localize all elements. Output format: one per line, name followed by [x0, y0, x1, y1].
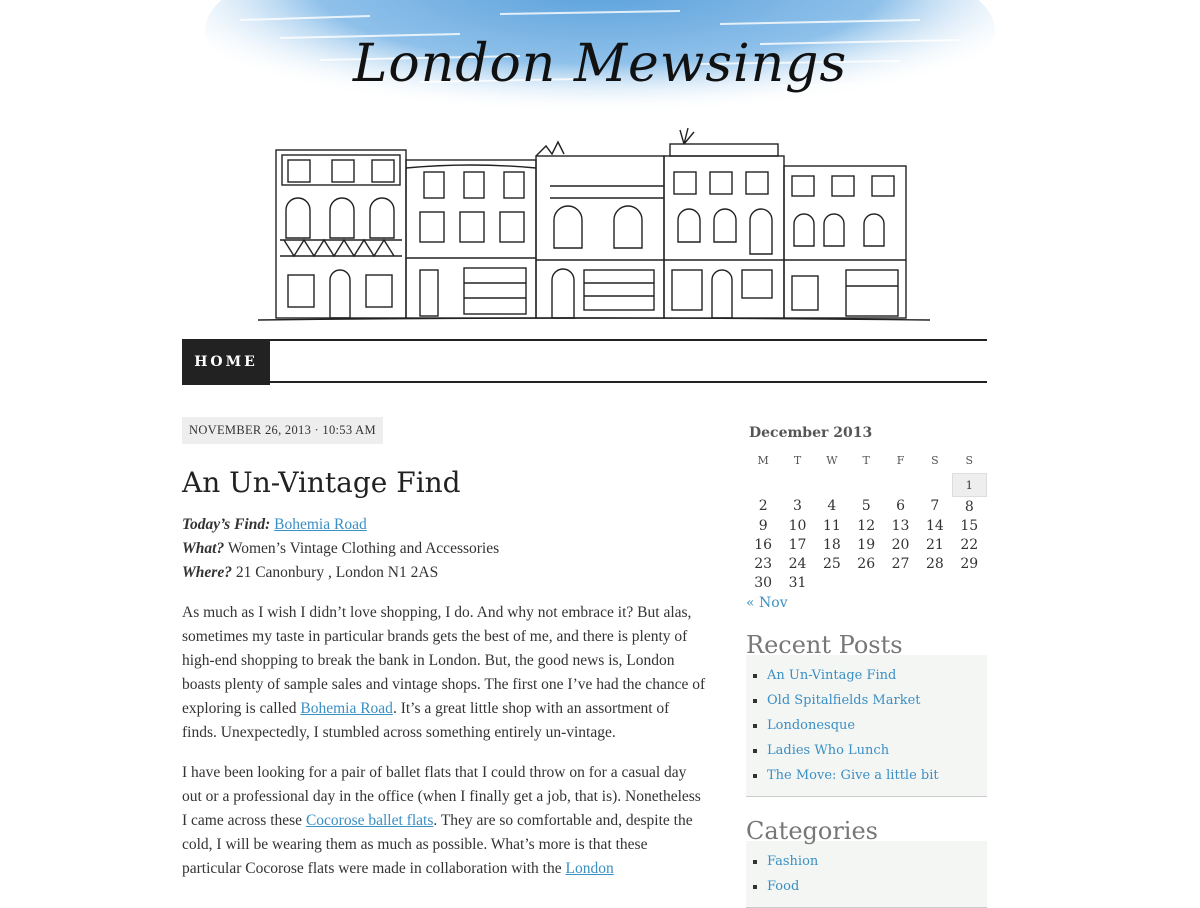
- weekday: M: [757, 453, 769, 467]
- calendar-empty-cell: [952, 573, 986, 592]
- calendar-day: 2: [758, 498, 768, 515]
- calendar-empty-cell: [918, 573, 952, 592]
- p1-text-b: . It’s a great little shop with an assortment of finds. Unexpectedly, I stumbled across something entirely un-vintage.: [182, 700, 670, 741]
- calendar-day: 28: [925, 555, 944, 572]
- recent-posts-widget: [746, 655, 987, 797]
- calendar-day: 29: [960, 555, 979, 572]
- calendar-day: 19: [857, 536, 876, 553]
- calendar-empty-cell: [780, 474, 814, 497]
- calendar-day: 15: [960, 517, 979, 534]
- calendar-body: [746, 474, 987, 593]
- categories-title: Categories: [746, 817, 878, 845]
- recent-post-link[interactable]: The Move: Give a little bit: [767, 768, 939, 783]
- calendar-day: 17: [788, 536, 807, 553]
- calendar-day: 23: [754, 555, 773, 572]
- cocorose-link[interactable]: Cocorose ballet flats: [305, 812, 434, 829]
- calendar-caption: December 2013: [749, 425, 873, 441]
- calendar-week-row: [746, 554, 987, 573]
- calendar-weekday-row: [746, 447, 987, 474]
- p1-text-a: As much as I wish I didn’t love shopping, I do. And why not embrace it? But alas, sometimes my taste in particular brands gets the best of me, and there is plenty of high-end shopping to break the bank in London. But, the good news is, London boasts plenty of sample sales and vintage shops. The first one I’ve had the chance of exploring is called: [182, 604, 706, 717]
- weekday: S: [965, 453, 974, 467]
- where-label: Where?: [182, 564, 232, 581]
- calendar-week-row: [746, 573, 987, 592]
- bohemia-road-link[interactable]: Bohemia Road: [274, 516, 367, 533]
- weekday: T: [793, 453, 802, 467]
- calendar-day: 22: [960, 536, 979, 553]
- calendar-empty-cell: [815, 474, 849, 497]
- calendar-table: [746, 447, 987, 592]
- calendar-day: 11: [822, 517, 841, 534]
- list-item: [767, 738, 987, 763]
- nav-home-link[interactable]: HOME: [182, 339, 270, 385]
- calendar-week-row: [746, 497, 987, 517]
- list-item: [767, 688, 987, 713]
- category-link[interactable]: Fashion: [767, 854, 819, 869]
- main-nav: [182, 339, 987, 383]
- where-value: 21 Canonbury , London N1 2AS: [231, 564, 439, 581]
- list-item: [767, 713, 987, 738]
- calendar-day: 24: [788, 555, 807, 572]
- calendar-day: 14: [925, 517, 944, 534]
- london-link[interactable]: London: [565, 860, 614, 877]
- calendar-day: 20: [891, 536, 910, 553]
- calendar-day: 7: [930, 498, 940, 515]
- townhouses-illustration: [254, 120, 934, 325]
- calendar-day: 21: [925, 536, 944, 553]
- calendar-week-row: [746, 535, 987, 554]
- category-link[interactable]: Food: [767, 879, 800, 894]
- sidebar: [746, 417, 987, 908]
- calendar-day: 12: [857, 517, 876, 534]
- post-title[interactable]: An Un-Vintage Find: [182, 466, 461, 499]
- list-item: [767, 874, 987, 899]
- weekday: S: [931, 453, 939, 467]
- site-title[interactable]: London Mewsings: [352, 34, 848, 94]
- where-line: [182, 561, 707, 585]
- list-item: [767, 763, 987, 788]
- calendar-empty-cell: [883, 573, 917, 592]
- post-paragraph-1: [182, 601, 707, 745]
- calendar-week-row: [746, 474, 987, 497]
- weekday: W: [826, 453, 838, 467]
- recent-post-link[interactable]: Ladies Who Lunch: [767, 743, 890, 758]
- calendar-day: 1: [952, 474, 986, 497]
- calendar-empty-cell: [883, 474, 917, 497]
- find-label: Today’s Find:: [182, 516, 271, 533]
- calendar-empty-cell: [918, 474, 952, 497]
- weekday: F: [896, 453, 905, 467]
- calendar-empty-cell: [849, 573, 883, 592]
- post-date[interactable]: NOVEMBER 26, 2013 · 10:53 AM: [182, 417, 383, 444]
- calendar-day: 27: [891, 555, 910, 572]
- calendar-empty-cell: [815, 573, 849, 592]
- site-header: [200, 0, 1000, 330]
- calendar-day: 4: [827, 498, 837, 515]
- calendar-week-row: [746, 516, 987, 535]
- bohemia-road-inline-link[interactable]: Bohemia Road: [300, 700, 393, 717]
- weekday: T: [862, 453, 870, 467]
- post-paragraph-2: [182, 761, 707, 881]
- calendar-day: 13: [891, 517, 910, 534]
- calendar-prev-link[interactable]: « Nov: [746, 595, 788, 611]
- calendar-day: 8: [964, 498, 974, 515]
- calendar-day: 5: [861, 498, 871, 515]
- what-label: What?: [182, 540, 225, 557]
- recent-post-link[interactable]: Old Spitalfields Market: [767, 693, 921, 708]
- calendar-day: 18: [822, 536, 841, 553]
- calendar-day: 26: [857, 555, 876, 572]
- calendar-empty-cell: [849, 474, 883, 497]
- list-item: [767, 849, 987, 874]
- calendar-day: 6: [896, 498, 905, 515]
- post: [182, 417, 707, 881]
- p2-text-a: I have been looking for a pair of ballet flats that I could throw on for a casual day out or a professional day in the office (when I finally get a job, that is). Nonetheless I came across these: [182, 764, 701, 829]
- calendar-day: 9: [758, 517, 768, 534]
- find-line: [182, 513, 707, 537]
- calendar-empty-cell: [746, 474, 780, 497]
- calendar-day: 25: [822, 555, 841, 572]
- what-value: Women’s Vintage Clothing and Accessories: [224, 540, 500, 557]
- calendar-day: 16: [754, 536, 773, 553]
- recent-post-link[interactable]: Londonesque: [767, 718, 856, 733]
- calendar-day: 10: [788, 517, 807, 534]
- calendar-day: 31: [788, 574, 807, 591]
- categories-widget: [746, 841, 987, 908]
- what-line: [182, 537, 707, 561]
- p2-text-b: . They are so comfortable and, despite the cold, I will be wearing them as much as possible. What’s more is that these particular Cocorose flats were made in collaboration with the: [182, 812, 693, 877]
- calendar-day: 3: [793, 498, 802, 515]
- list-item: [767, 663, 987, 688]
- recent-post-link[interactable]: An Un-Vintage Find: [767, 668, 897, 683]
- calendar-day: 30: [754, 574, 773, 591]
- recent-posts-title: Recent Posts: [746, 631, 903, 659]
